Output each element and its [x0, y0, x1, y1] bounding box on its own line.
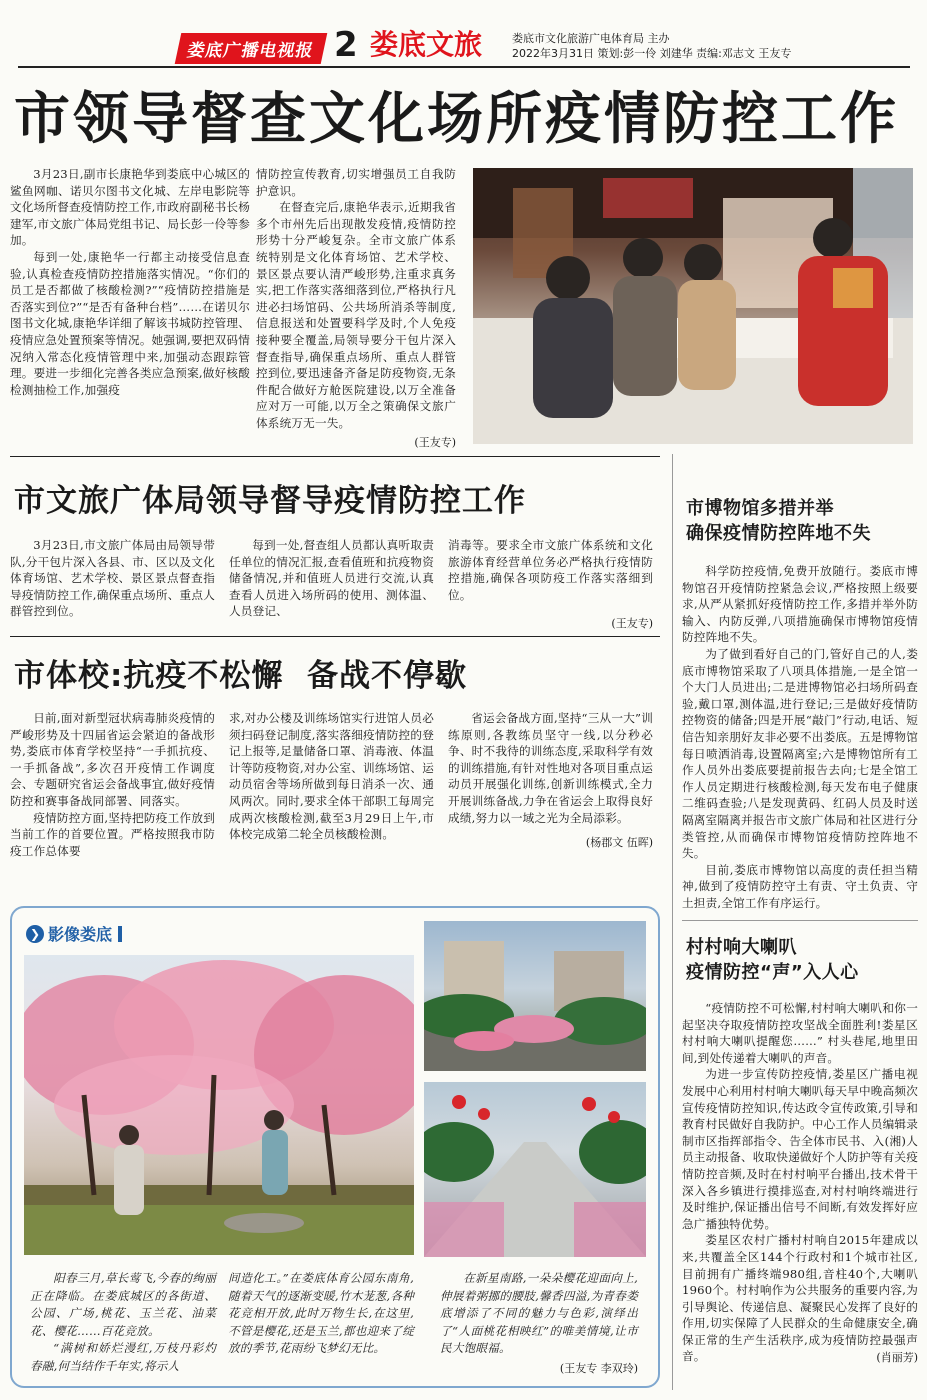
section-title: 娄底文旅	[370, 28, 483, 61]
sidebar1-title-line2: 确保疫情防控阵地不失	[686, 523, 871, 544]
masthead-rule	[18, 66, 910, 68]
sidebar-divider	[682, 920, 918, 921]
paragraph: 3月23日,市文旅广体局由局领导带队,分干包片深入各县、市、区以及文化体育场馆、艺术学校、景区景点督查指导疫情防控工作,确保重点场所、重点人群管控到位。	[10, 538, 215, 619]
paragraph: 为进一步宣传防控疫情,娄星区广播电视发展中心利用村村响大喇叭每天早中晚高频次宣传疫情防控知识,传达政令宣传政策,引导和教育村民做好自我防护。中心工作人员编辑录制市区指挥部指令、告全体市民书、入(湘)人员主动报备、收取快递做好个人防护等有关疫情防控音频,及时在村村响平台播出,技术骨干深入各乡镇进行摸排巡查,对村村响终端进行及时维护,保证播出信号不间断,有效发挥好应急广播独特优势。	[682, 1067, 918, 1231]
street-trees-photo	[424, 921, 646, 1071]
sponsor-line: 娄底市文化旅游广电体育局 主办	[512, 32, 670, 45]
article1-col2	[256, 166, 456, 450]
paragraph: 在新星南路,一朵朵樱花迎面向上,伸展着粥挪的腰肢,馨香四溢,为青春娄底增添了不同的魅力与色彩,演绎出了“人面桃花相映红”的唯美情境,让市民大饱眼福。	[440, 1271, 638, 1355]
paragraph: 情防控宣传教育,切实增强员工自我防护意识。	[256, 167, 456, 198]
paragraph: 目前,娄底市博物馆以高度的责任担当精神,做到了疫情防控守土有责、守土负责、守土担责,全馆工作有序运行。	[682, 862, 918, 910]
paragraph: 为了做到看好自己的门,管好自己的人,娄底市博物馆采取了八项具体措施,一是全馆一个大门人员进出;二是进博物馆必扫场所码查验,戴口罩,测体温,进行登记;三是做好疫情防控物资的储备;四是开展“敲门”行动,电话、短信告知亲朋好友非必要不出娄底。五是博物馆每日喷洒消毒,设置隔离室;六是博物馆所有工作人员外出娄底要提前报告去向;七是全馆工作人员定期进行核酸检测,每天发布电子健康二维码查验;八是发现黄码、红码人员及时送隔离室隔离并报告市文旅广体局和社区进行分类管控,从而确保市博物馆疫情防控阵地不失。	[682, 646, 918, 861]
paragraph: 间造化工。”在娄底体育公园东南角,随着天气的逐渐变暖,竹木茏葱,各种花竞相开放,此时万物生长,在这里,不管是樱花,还是玉兰,都也迎来了绽放的季节,花雨纷飞梦幻无比。	[228, 1271, 414, 1355]
byline: (肖丽芳)	[876, 1351, 918, 1365]
photo-section-title: 影像娄底	[48, 925, 113, 944]
blossom-scene-graphic	[24, 955, 414, 1255]
paragraph: 每到一处,督查组人员都认真听取责任单位的情况汇报,查看值班和抗疫物资储备情况,并和值班人员进行交流,认真查看人员进入场所码的使用、测体温、人员登记、	[229, 538, 434, 619]
paragraph: 日前,面对新型冠状病毒肺炎疫情的严峻形势及十四届省运会紧迫的备战形势,娄底市体育学校坚持“一手抓抗疫、一手抓备战”,多次召开疫情工作调度会、专题研究省运会备战事宜,做好疫情防控和赛事备战同部署、同落实。	[10, 711, 215, 808]
byline: (王友专 李双玲)	[559, 1361, 638, 1375]
paragraph: 求,对办公楼及训练场馆实行进馆人员必须扫码登记制度,落实落细疫情防控的登记上报等,足量储备口罩、消毒液、体温计等防疫物资,对办公室、训练场馆、运动员宿舍等场所做到每日消杀一次、通风两次。同时,要求全体干部职工每周完成两次核酸检测,截至3月29日上午,市体校完成第二轮全员核酸检测。	[229, 711, 434, 842]
sidebar1-body	[682, 563, 918, 911]
paragraph: 3月23日,副市长康艳华到娄底中心城区的鲨鱼网咖、诺贝尔图书文化城、左岸电影院等文化场所督查疫情防控工作,市政府副秘书长杨建军,市文旅广体局党组书记、局长彭一伶等参加。	[10, 167, 250, 248]
article2-col3	[448, 537, 653, 631]
paragraph: 消毒等。要求全市文旅广体系统和文化旅游体育经营单位务必严格执行疫情防控措施,确保各项防疫工作落实落细到位。	[448, 538, 653, 602]
headline-1: 市领导督查文化场所疫情防控工作	[14, 87, 899, 152]
photo-caption-col3	[440, 1270, 638, 1376]
article2-col2	[229, 537, 434, 620]
road-lanterns-photo	[424, 1082, 646, 1257]
paragraph: 省运会备战方面,坚持“三从一大”训练原则,各教练员坚守一线,以分秒必争、时不我待的训练态度,采取科学有效的训练措施,有针对性地对各项目重点运动员开展强化训练,创新训练模式,全力开展训练备战,力争在省运会上取得良好成绩,努力以一域之光为全局添彩。	[448, 711, 653, 825]
arrow-icon: ❯	[26, 925, 44, 943]
cherry-blossom-photo	[24, 955, 414, 1255]
article3-col2	[229, 710, 434, 843]
photo-caption-col2	[228, 1270, 414, 1358]
paragraph: “满树和娇烂漫红,万枝丹彩灼春融,何当结作千年实,将示人	[30, 1341, 216, 1373]
article2-col1	[10, 537, 215, 620]
paragraph: 每到一处,康艳华一行都主动接受信息查验,认真检查疫情防控措施落实情况。“你们的员工是否都做了核酸检测?”“疫情防控措施是否落实到位?”“是否有备种台档”……在诺贝尔图书文化城,康艳华详细了解该书城防控管理、疫情应急处置预案等情况。她强调,要把双码情况纳入常态化疫情管理中来,加强动态跟踪管理。要进一步细化完善各类应急预案,做好核酸检测抽检工作,加强疫	[10, 249, 250, 397]
label-bar	[118, 926, 122, 942]
byline: (王友专)	[611, 617, 653, 631]
byline: (杨郡文 伍晖)	[585, 836, 653, 850]
inspection-scene-graphic	[473, 168, 913, 444]
section-divider	[10, 636, 660, 637]
sidebar1-title-line1: 市博物馆多措并举	[686, 498, 834, 519]
photo-section-label	[26, 922, 122, 945]
sidebar2-title-line2: 疫情防控“声”入人心	[686, 962, 859, 983]
paragraph: 疫情防控方面,坚持把防疫工作放到当前工作的首要位置。严格按照我市防疫工作总体要	[10, 810, 215, 858]
headline-2: 市文旅广体局领导督导疫情防控工作	[14, 483, 526, 519]
street-scene-graphic	[424, 921, 646, 1071]
paragraph: 娄星区农村广播村村响自2015年建成以来,共覆盖全区144个行政村和1个城市社区,目前拥有广播终端980组,音柱40个,大喇叭1960个。村村响作为公共服务的重要内容,为引导舆论、传递信息、凝聚民心发挥了良好的作用,切实保障了人民群众的生命健康安全,确保正常的生产生活秩序,成为疫情防控最强声音。	[682, 1233, 918, 1364]
paragraph: 科学防控疫情,免费开放随行。娄底市博物馆召开疫情防控紧急会议,严格按照上级要求,从严从紧抓好疫情防控工作,多措并举外防输入、内防反弹,八项措施确保市博物馆疫情防控阵地不失。	[682, 564, 918, 645]
sidebar2-title	[686, 935, 916, 985]
page-number: 2	[334, 25, 358, 65]
paragraph: 在督查完后,康艳华表示,近期我省多个市州先后出现散发疫情,疫情防控形势十分严峻复杂。全市文旅广体系统特别是文化体育场馆、艺术学校、景区景点要认清严峻形势,注重求真务实,把工作落实落细落到位,严格执行凡进必扫场馆码、公共场所消杀等制度,信息报送和处置要科学及时,个人免疫接种要全覆盖,局领导要分干包片深入督查指导,确保重点场所、重点人群管控到位,要迅速备齐备足防疫物资,无条件配合做好方舱医院建设,以万全准备应对万一可能,以万全之策确保文旅广体系统万无一失。	[256, 200, 456, 430]
article3-col3	[448, 710, 653, 850]
issue-info: 2022年3月31日 策划:彭一伶 刘建华 责编:邓志文 王友专	[512, 47, 792, 60]
section-divider	[10, 456, 660, 457]
headline-3: 市体校:抗疫不松懈 备战不停歇	[14, 658, 467, 694]
newspaper-logo: 娄底广播电视报	[175, 33, 328, 64]
road-scene-graphic	[424, 1082, 646, 1257]
byline: (王友专)	[414, 435, 456, 449]
sidebar1-title	[686, 496, 916, 546]
inspection-photo	[473, 168, 913, 444]
paragraph: “疫情防控不可松懈,村村响大喇叭和你一起坚决夺取疫情防控攻坚战全面胜利!娄星区村村响大喇叭提醒您……” 村头巷尾,地里田间,到处传递着大喇叭的声音。	[682, 1001, 918, 1065]
article1-col1	[10, 166, 250, 398]
sidebar2-body	[682, 1000, 918, 1365]
article3-col1	[10, 710, 215, 859]
photo-caption-col1	[30, 1270, 216, 1375]
paragraph: 阳春三月,草长莺飞,今春的绚丽正在降临。在娄底城区的各街道、公园、广场,桃花、玉兰花、油菜花、樱花……百花竞放。	[30, 1271, 216, 1338]
sidebar-rule	[672, 454, 673, 1390]
sidebar2-title-line1: 村村响大喇叭	[686, 937, 797, 958]
